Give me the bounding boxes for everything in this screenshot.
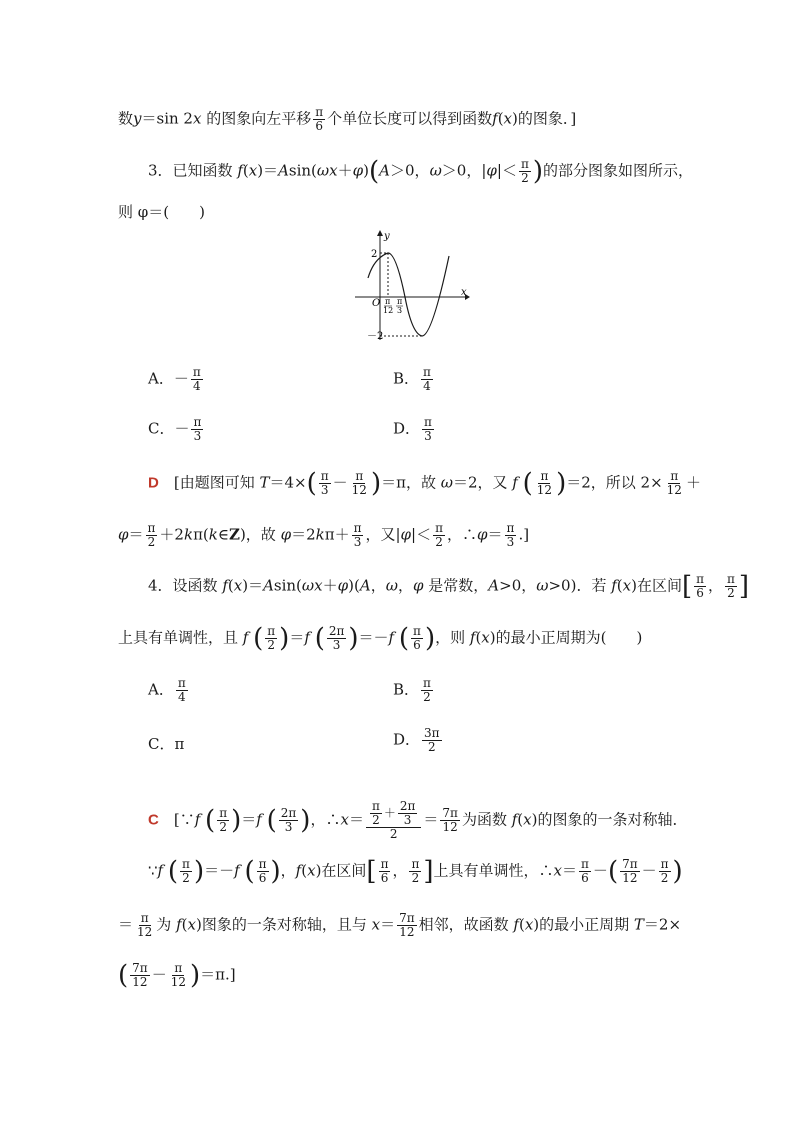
q3-option-c[interactable]: C．－ $\frac{\pi}{3}$ bbox=[148, 415, 202, 443]
y-label: y bbox=[384, 231, 390, 242]
q4-option-a[interactable]: A． $\frac{\pi}{4}$ bbox=[148, 676, 186, 704]
x-tick-labels bbox=[383, 297, 403, 315]
tick-3: 3 bbox=[397, 306, 403, 315]
q3-stem: 3．已知函数 f(x)＝Asin(ωx＋φ)(A＞0，ω＞0，|φ|＜ $\frac{\pi}{2}$ )的部分图象如图所示， bbox=[148, 156, 694, 187]
q3-option-d[interactable]: D． $\frac{\pi}{3}$ bbox=[393, 415, 432, 443]
q3-stem-2: 则 φ＝( ) bbox=[118, 203, 205, 221]
origin-label: O bbox=[372, 298, 381, 309]
q4-option-b[interactable]: B． $\frac{\pi}{2}$ bbox=[393, 676, 431, 704]
q4-option-c[interactable]: C．π bbox=[148, 735, 185, 753]
q4-stem: 4．设函数 f(x)＝Asin(ωx＋φ)(A，ω，φ 是常数，A>0，ω>0)．若 f(x)在区间[ $\frac{\pi}{6}$ ， $\frac{\pi}{2}$ ] bbox=[148, 571, 750, 602]
q3-solution-1: D [由题图可知 T＝4×( $\frac{\pi}{3}$ － $\frac{\pi}{12}$ )＝π，故 ω＝2，又 f ( $\frac{\pi}{12}$ )＝2，所以 2× $\frac{\pi}{12}$ ＋ bbox=[148, 468, 701, 499]
tick-pi: π bbox=[385, 297, 391, 306]
y-arrow-icon bbox=[377, 230, 383, 236]
intro-line: 数y＝sin 2x 的图象向左平移 $\frac{\pi}{6}$ 个单位长度可以得到函数f(x)的图象．] bbox=[118, 105, 577, 133]
y-max-label: 2 bbox=[371, 249, 378, 260]
q3-option-b[interactable]: B． $\frac{\pi}{4}$ bbox=[393, 365, 431, 393]
q3-graph bbox=[350, 228, 475, 346]
x-label: x bbox=[461, 287, 467, 298]
q4-solution-1: C [∵f ( $\frac{\pi}{2}$ )＝f ( $\frac{2\pi}{3}$ )，∴x＝ $\frac{\pi}{2}$ ＋ $\frac{2\pi}{3}$ 2 ＝ $\frac{7\pi}{12}$ 为函数 f(x)的图象的一条对称轴． bbox=[148, 799, 688, 841]
q4-solution-4: ( $\frac{7\pi}{12}$ － $\frac{\pi}{12}$ )＝π.] bbox=[118, 960, 236, 991]
tick-pi-2: π bbox=[397, 297, 403, 306]
q4-solution-2: ∵f ( $\frac{\pi}{2}$ )＝－f ( $\frac{\pi}{6}$ )，f(x)在区间[ $\frac{\pi}{6}$ ， $\frac{\pi}{2}$ ]上具有单调性，∴x＝ $\frac{\pi}{6}$ －( $\frac{7\pi}{12}$ － $\frac{\pi}{2}$ ) bbox=[148, 856, 683, 887]
tick-12: 12 bbox=[383, 306, 394, 315]
q4-option-d[interactable]: D． $\frac{3\pi}{2}$ bbox=[393, 726, 440, 754]
q3-solution-2: φ＝ $\frac{\pi}{2}$ ＋2kπ(k∈Z)，故 φ＝2kπ＋ $\frac{\pi}{3}$ ，又|φ|＜ $\frac{\pi}{2}$ ，∴φ＝ $\frac{\pi}{3}$ .] bbox=[118, 521, 530, 549]
q4-answer: C bbox=[148, 811, 159, 829]
q4-stem-2: 上具有单调性，且 f ( $\frac{\pi}{2}$ )＝f ( $\frac{2\pi}{3}$ )＝－f ( $\frac{\pi}{6}$ )，则 f(x)的最小正周期为( ) bbox=[118, 623, 643, 654]
y-min-label: －2 bbox=[367, 331, 384, 342]
q3-answer: D bbox=[148, 474, 159, 492]
q4-solution-3: ＝ $\frac{\pi}{12}$ 为 f(x)图象的一条对称轴，且与 x＝ $\frac{7\pi}{12}$ 相邻，故函数 f(x)的最小正周期 T＝2× bbox=[118, 911, 682, 939]
q3-option-a[interactable]: A．－ $\frac{\pi}{4}$ bbox=[148, 365, 201, 393]
